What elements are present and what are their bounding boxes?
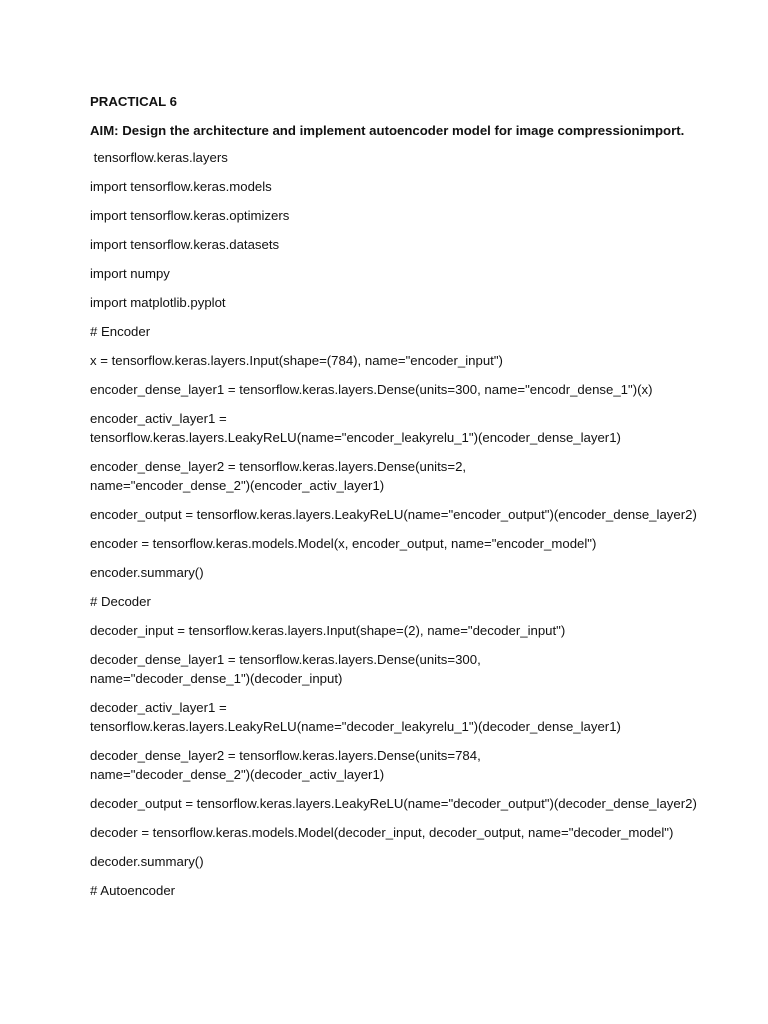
- code-line: import numpy: [90, 266, 170, 281]
- section-comment: # Decoder: [90, 594, 151, 609]
- code-line: decoder = tensorflow.keras.models.Model(decoder_input, decoder_output, name="decoder_model"): [90, 825, 674, 840]
- code-line: import tensorflow.keras.models: [90, 179, 272, 194]
- code-line: decoder_dense_layer2 = tensorflow.keras.layers.Dense(units=784, name="decoder_dense_2")(decoder_activ_layer1): [90, 748, 481, 782]
- code-line: decoder_output = tensorflow.keras.layers.LeakyReLU(name="decoder_output")(decoder_dense_layer2): [90, 796, 697, 811]
- code-line: encoder.summary(): [90, 565, 204, 580]
- aim-statement: AIM: Design the architecture and implement autoencoder model for image compressionimport.: [90, 123, 685, 138]
- code-line: encoder_dense_layer1 = tensorflow.keras.layers.Dense(units=300, name="encodr_dense_1")(x): [90, 382, 653, 397]
- code-line: x = tensorflow.keras.layers.Input(shape=(784), name="encoder_input"): [90, 353, 503, 368]
- code-line: decoder.summary(): [90, 854, 204, 869]
- code-line: encoder_dense_layer2 = tensorflow.keras.layers.Dense(units=2, name="encoder_dense_2")(encoder_activ_layer1): [90, 459, 467, 493]
- document-content: [90, 92, 730, 910]
- code-line: import tensorflow.keras.optimizers: [90, 208, 290, 223]
- code-line: import tensorflow.keras.datasets: [90, 237, 280, 252]
- code-line: decoder_activ_layer1 = tensorflow.keras.layers.LeakyReLU(name="decoder_leakyrelu_1")(decoder_dense_layer1): [90, 700, 621, 734]
- code-line: import matplotlib.pyplot: [90, 295, 226, 310]
- code-line: tensorflow.keras.layers: [90, 150, 228, 165]
- code-line: encoder_activ_layer1 = tensorflow.keras.layers.LeakyReLU(name="encoder_leakyrelu_1")(encoder_dense_layer1): [90, 411, 621, 445]
- section-comment: # Autoencoder: [90, 883, 176, 898]
- code-line: decoder_dense_layer1 = tensorflow.keras.layers.Dense(units=300, name="decoder_dense_1")(decoder_input): [90, 652, 481, 686]
- code-line: decoder_input = tensorflow.keras.layers.Input(shape=(2), name="decoder_input"): [90, 623, 566, 638]
- code-line: encoder_output = tensorflow.keras.layers.LeakyReLU(name="encoder_output")(encoder_dense_layer2): [90, 507, 697, 522]
- code-line: encoder = tensorflow.keras.models.Model(x, encoder_output, name="encoder_model"): [90, 536, 597, 551]
- page-title: PRACTICAL 6: [90, 94, 177, 109]
- section-comment: # Encoder: [90, 324, 151, 339]
